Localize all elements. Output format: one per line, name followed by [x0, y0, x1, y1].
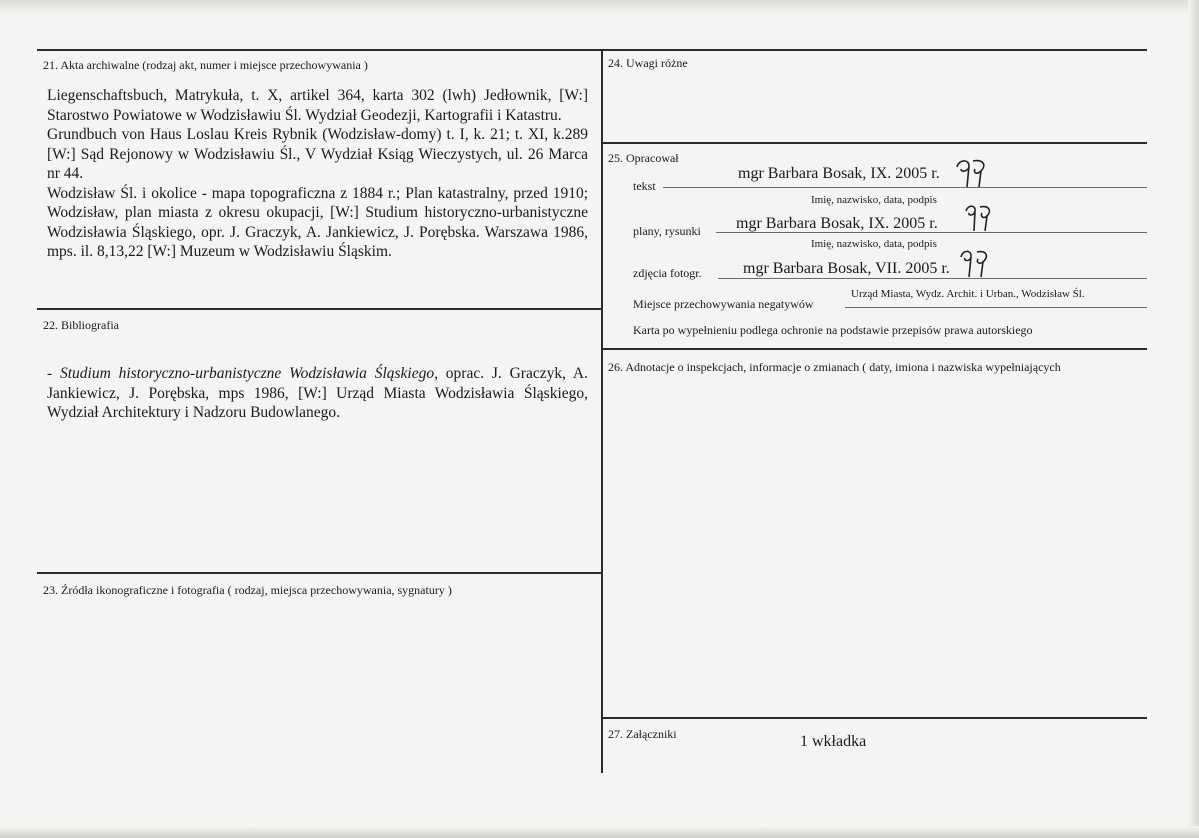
- bibliography-details: oprac. J. Graczyk, A. Jankiewicz, J. Porębska, mps 1986, [W:] Urząd Miasta Wodzisławia Śląskiego, Wydział Architektury i Nadzoru Budowlanego.: [47, 365, 588, 421]
- archive-paragraph-3: Wodzisław Śl. i okolice - mapa topograficzna z 1884 r.; Plan katastralny, przed 1910; Wodzisław, plan miasta z okresu okupacji, [W:] Studium historyczno-urbanistyczne Wodzisławia Śląskiego, opr. J. Graczyk, A. Jankiewicz, J. Porębska. Warszawa 1986, mps. il. 8,13,22 [W:] Muzeum w Wodzisławiu Śląskim.: [47, 184, 588, 260]
- signature-mark-3: [957, 247, 997, 281]
- section-25-label: 25. Opracował: [608, 151, 679, 165]
- zdjecia-label: zdjęcia fotogr.: [633, 266, 702, 280]
- section-21-body: [47, 86, 588, 262]
- zdjecia-value: mgr Barbara Bosak, VII. 2005 r.: [743, 260, 950, 277]
- section-21-label: 21. Akta archiwalne (rodzaj akt, numer i miejsce przechowywania ): [43, 58, 368, 72]
- section-23-label: 23. Źródła ikonograficzne i fotografia ( rodzaj, miejsca przechowywania, sygnatury ): [43, 583, 452, 597]
- archive-paragraph-1: Liegenschaftsbuch, Matrykuła, t. X, artikel 364, karta 302 (lwh) Jedłownik, [W:] Starostwo Powiatowe w Wodzisławiu Śl. Wydział Geodezji, Kartografii i Katastru.: [47, 87, 588, 124]
- divider-26-27: [603, 717, 1147, 719]
- section-27-label: 27. Załączniki: [608, 727, 677, 741]
- caption-2: Imię, nazwisko, data, podpis: [811, 238, 937, 250]
- tekst-line: [663, 187, 1147, 188]
- section-26-label: 26. Adnotacje o inspekcjach, informacje o zmianach ( daty, imiona i nazwiska wypełniających: [608, 360, 1061, 374]
- zdjecia-line: [718, 278, 1147, 279]
- divider-25-26: [603, 348, 1147, 350]
- section-24-label: 24. Uwagi różne: [608, 56, 688, 70]
- divider-21-22: [37, 308, 603, 310]
- negatywy-line: [845, 307, 1147, 308]
- scan-edge-bottom: [0, 826, 1199, 838]
- signature-mark-2: [962, 203, 998, 235]
- archive-paragraph-2: Grundbuch von Haus Loslau Kreis Rybnik (Wodzisław-domy) t. I, k. 21; t. XI, k.289 [W:] Sąd Rejonowy w Wodzisławiu Śl., V Wydział Ksiąg Wieczystych, ul. 26 Marca nr 44.: [47, 126, 588, 182]
- plany-value: mgr Barbara Bosak, IX. 2005 r.: [736, 215, 938, 232]
- signature-mark-1: [953, 157, 993, 191]
- tekst-label: tekst: [633, 179, 656, 193]
- top-border-right: [603, 49, 1147, 51]
- attachments-value: 1 wkładka: [800, 733, 867, 750]
- center-divider: [601, 49, 603, 773]
- top-border-left: [37, 49, 603, 51]
- negatywy-label: Miejsce przechowywania negatywów: [633, 297, 814, 311]
- bibliography-title: Studium historyczno-urbanistyczne Wodzisławia Śląskiego,: [59, 365, 438, 382]
- scan-edge-right: [1188, 0, 1199, 838]
- bibliography-prefix: -: [47, 365, 60, 382]
- negatywy-value: Urząd Miasta, Wydz. Archit. i Urban., Wodzisław Śl.: [851, 288, 1085, 300]
- plany-label: plany, rysunki: [633, 224, 701, 238]
- divider-22-23: [37, 572, 603, 574]
- copyright-note: Karta po wypełnieniu podlega ochronie na podstawie przepisów prawa autorskiego: [633, 323, 1033, 337]
- scan-edge-top: [0, 0, 1199, 14]
- divider-24-25: [603, 142, 1147, 144]
- caption-1: Imię, nazwisko, data, podpis: [811, 194, 937, 206]
- bibliography-entry: [47, 364, 588, 423]
- section-22-label: 22. Bibliografia: [43, 318, 119, 332]
- tekst-value: mgr Barbara Bosak, IX. 2005 r.: [738, 165, 940, 182]
